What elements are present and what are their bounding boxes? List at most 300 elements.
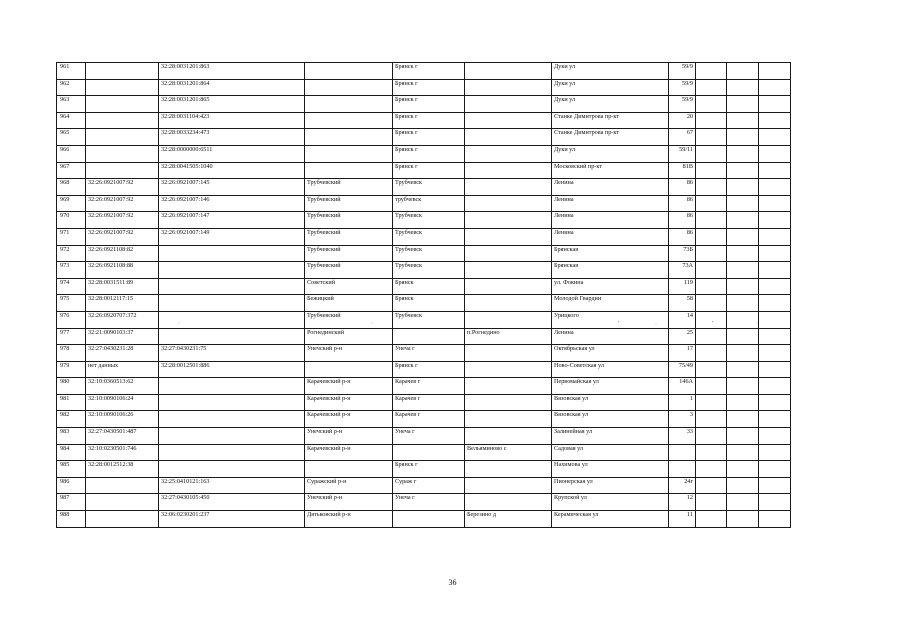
house-cell: 12 (669, 494, 696, 511)
empty-cell (727, 212, 759, 229)
empty-cell (759, 394, 791, 411)
old-cadastral-cell: 32:10:0230501:746 (86, 444, 159, 461)
empty-cell (727, 79, 759, 96)
city-cell: Сураж г (393, 477, 465, 494)
district-cell: Трубчевский (305, 245, 393, 262)
city-cell (393, 444, 465, 461)
table-row (57, 361, 791, 378)
settlement-cell (465, 129, 552, 146)
settlement-cell (465, 411, 552, 428)
row-number-cell: 983 (57, 428, 86, 445)
settlement-cell (465, 461, 552, 478)
street-cell: Молодой Гвардии (552, 295, 669, 312)
empty-cell (696, 262, 727, 279)
empty-cell (696, 428, 727, 445)
empty-cell (759, 511, 791, 528)
table-row (57, 295, 791, 312)
empty-cell (727, 295, 759, 312)
empty-cell (727, 361, 759, 378)
empty-cell (759, 461, 791, 478)
empty-cell (759, 245, 791, 262)
house-cell: 86 (669, 179, 696, 196)
district-cell (305, 96, 393, 113)
city-cell: Трубчевск (393, 245, 465, 262)
empty-cell (727, 278, 759, 295)
old-cadastral-cell: 32:10:0090106:24 (86, 394, 159, 411)
old-cadastral-cell: 32:26:0921108:82 (86, 245, 159, 262)
row-number-cell: 962 (57, 79, 86, 96)
table-row (57, 63, 791, 80)
cadastral-number-cell: 32:25:0410121:163 (159, 477, 305, 494)
cadastral-number-cell (159, 444, 305, 461)
table-row (57, 162, 791, 179)
cadastral-number-cell: 32:28:0031201:865 (159, 96, 305, 113)
district-cell: Трубчевский (305, 311, 393, 328)
settlement-cell (465, 195, 552, 212)
row-number-cell: 982 (57, 411, 86, 428)
table-row (57, 428, 791, 445)
table-row (57, 79, 791, 96)
empty-cell (696, 444, 727, 461)
cadastral-number-cell (159, 461, 305, 478)
empty-cell (759, 212, 791, 229)
house-cell: 11 (669, 511, 696, 528)
street-cell: Дуки ул (552, 145, 669, 162)
table-row (57, 145, 791, 162)
empty-cell (727, 245, 759, 262)
table-row (57, 179, 791, 196)
settlement-cell: Березино д (465, 511, 552, 528)
table-row (57, 311, 791, 328)
empty-cell (696, 228, 727, 245)
settlement-cell (465, 162, 552, 179)
house-cell: 33 (669, 428, 696, 445)
street-cell: Дуки ул (552, 96, 669, 113)
empty-cell (727, 378, 759, 395)
empty-cell (696, 245, 727, 262)
empty-cell (727, 162, 759, 179)
settlement-cell (465, 228, 552, 245)
old-cadastral-cell: 32:26:0921007:92 (86, 195, 159, 212)
district-cell (305, 63, 393, 80)
empty-cell (696, 162, 727, 179)
empty-cell (759, 112, 791, 129)
empty-cell (696, 295, 727, 312)
city-cell: Брянск г (393, 162, 465, 179)
street-cell: Садовая ул (552, 444, 669, 461)
city-cell: Брянск г (393, 112, 465, 129)
cadastral-number-cell (159, 311, 305, 328)
district-cell: Карачевский р-н (305, 444, 393, 461)
empty-cell (727, 311, 759, 328)
empty-cell (759, 228, 791, 245)
house-cell: 17 (669, 345, 696, 362)
old-cadastral-cell (86, 79, 159, 96)
table-row (57, 195, 791, 212)
city-cell: Брянск (393, 278, 465, 295)
city-cell: Трубчевск (393, 212, 465, 229)
street-cell: Брянская (552, 262, 669, 279)
street-cell: Залинейная ул (552, 428, 669, 445)
house-cell: 86 (669, 228, 696, 245)
scan-speck: · (756, 321, 758, 327)
row-number-cell: 963 (57, 96, 86, 113)
empty-cell (759, 311, 791, 328)
old-cadastral-cell: 32:21:0090103:37 (86, 328, 159, 345)
old-cadastral-cell: 32:28:0012512:38 (86, 461, 159, 478)
settlement-cell (465, 378, 552, 395)
cadastral-number-cell (159, 262, 305, 279)
city-cell: Унеча г (393, 345, 465, 362)
city-cell: Брянск г (393, 129, 465, 146)
row-number-cell: 978 (57, 345, 86, 362)
empty-cell (727, 63, 759, 80)
table-row (57, 494, 791, 511)
empty-cell (727, 345, 759, 362)
row-number-cell: 971 (57, 228, 86, 245)
house-cell: 75/49 (669, 361, 696, 378)
district-cell: Карачевский р-н (305, 411, 393, 428)
district-cell: Советский (305, 278, 393, 295)
settlement-cell (465, 361, 552, 378)
house-cell: 146А (669, 378, 696, 395)
empty-cell (759, 378, 791, 395)
street-cell: Нахимова ул (552, 461, 669, 478)
district-cell: Трубчевский (305, 195, 393, 212)
city-cell (393, 511, 465, 528)
district-cell (305, 129, 393, 146)
row-number-cell: 979 (57, 361, 86, 378)
district-cell: Трубчевский (305, 212, 393, 229)
row-number-cell: 986 (57, 477, 86, 494)
empty-cell (727, 461, 759, 478)
house-cell: 59/9 (669, 63, 696, 80)
empty-cell (696, 112, 727, 129)
city-cell: Брянск г (393, 63, 465, 80)
empty-cell (696, 461, 727, 478)
house-cell: 24г (669, 477, 696, 494)
table-row (57, 411, 791, 428)
table-row (57, 461, 791, 478)
house-cell: 3 (669, 411, 696, 428)
settlement-cell (465, 79, 552, 96)
old-cadastral-cell (86, 112, 159, 129)
city-cell: Брянск г (393, 461, 465, 478)
empty-cell (696, 63, 727, 80)
empty-cell (759, 345, 791, 362)
empty-cell (696, 378, 727, 395)
table-row (57, 394, 791, 411)
row-number-cell: 976 (57, 311, 86, 328)
old-cadastral-cell (86, 477, 159, 494)
table-row (57, 278, 791, 295)
settlement-cell (465, 278, 552, 295)
empty-cell (727, 179, 759, 196)
cadastral-number-cell (159, 278, 305, 295)
row-number-cell: 975 (57, 295, 86, 312)
house-cell: 119 (669, 278, 696, 295)
settlement-cell (465, 179, 552, 196)
empty-cell (727, 195, 759, 212)
settlement-cell (465, 245, 552, 262)
row-number-cell: 980 (57, 378, 86, 395)
city-cell: Брянск (393, 295, 465, 312)
table-row (57, 129, 791, 146)
street-cell: Станке Димитрова пр-кт (552, 129, 669, 146)
empty-cell (727, 228, 759, 245)
empty-cell (727, 511, 759, 528)
empty-cell (759, 63, 791, 80)
table-row (57, 328, 791, 345)
city-cell: Карачев г (393, 394, 465, 411)
empty-cell (696, 328, 727, 345)
house-cell: 59/9 (669, 96, 696, 113)
row-number-cell: 968 (57, 179, 86, 196)
table-row (57, 262, 791, 279)
table-row (57, 345, 791, 362)
empty-cell (696, 394, 727, 411)
empty-cell (727, 411, 759, 428)
house-cell: 73А (669, 262, 696, 279)
city-cell (393, 328, 465, 345)
empty-cell (696, 179, 727, 196)
empty-cell (727, 494, 759, 511)
district-cell: Дятьковский р-н (305, 511, 393, 528)
street-cell: Вязовская ул (552, 411, 669, 428)
table-row (57, 477, 791, 494)
empty-cell (696, 311, 727, 328)
settlement-cell (465, 112, 552, 129)
settlement-cell (465, 63, 552, 80)
old-cadastral-cell: 32:26:0921007:92 (86, 228, 159, 245)
street-cell: Ленина (552, 195, 669, 212)
street-cell: Октябрьская ул (552, 345, 669, 362)
empty-cell (759, 262, 791, 279)
empty-cell (759, 361, 791, 378)
street-cell: Ленина (552, 228, 669, 245)
district-cell: Трубчевский (305, 179, 393, 196)
district-cell: Унечский р-н (305, 494, 393, 511)
table-row (57, 212, 791, 229)
empty-cell (727, 444, 759, 461)
empty-cell (696, 511, 727, 528)
settlement-cell (465, 145, 552, 162)
scan-speck: · (178, 321, 180, 327)
empty-cell (727, 262, 759, 279)
street-cell: Московский пр-кт (552, 162, 669, 179)
house-cell: 67 (669, 129, 696, 146)
row-number-cell: 974 (57, 278, 86, 295)
district-cell (305, 361, 393, 378)
table-row (57, 245, 791, 262)
cadastral-number-cell (159, 245, 305, 262)
city-cell: Трубчевск (393, 262, 465, 279)
cadastral-number-cell (159, 328, 305, 345)
row-number-cell: 969 (57, 195, 86, 212)
old-cadastral-cell: 32:28:0012117:15 (86, 295, 159, 312)
empty-cell (727, 428, 759, 445)
city-cell: Брянск г (393, 361, 465, 378)
empty-cell (696, 145, 727, 162)
district-cell: Карачевский р-н (305, 394, 393, 411)
empty-cell (696, 411, 727, 428)
settlement-cell: Вельяминово с (465, 444, 552, 461)
empty-cell (727, 96, 759, 113)
cadastral-number-cell: 32:26:0921007:146 (159, 195, 305, 212)
city-cell: Трубчевск (393, 228, 465, 245)
district-cell: Трубчевский (305, 262, 393, 279)
district-cell: Карачевский р-н (305, 378, 393, 395)
street-cell: Дуки ул (552, 63, 669, 80)
city-cell: Брянск г (393, 96, 465, 113)
settlement-cell (465, 428, 552, 445)
old-cadastral-cell: 32:26:0921007:92 (86, 179, 159, 196)
cadastral-number-cell: 32:28:0000000:6511 (159, 145, 305, 162)
scan-speck: · (655, 322, 657, 328)
empty-cell (727, 145, 759, 162)
page-number: 36 (448, 578, 457, 587)
empty-cell (696, 278, 727, 295)
old-cadastral-cell: 32:10:0090106:26 (86, 411, 159, 428)
street-cell: Брянская (552, 245, 669, 262)
city-cell: Брянск г (393, 145, 465, 162)
street-cell: Крупской ул (552, 494, 669, 511)
cadastral-number-cell (159, 411, 305, 428)
district-cell (305, 79, 393, 96)
cadastral-number-cell: 32:27:0430231:75 (159, 345, 305, 362)
district-cell: Суражский р-н (305, 477, 393, 494)
empty-cell (759, 444, 791, 461)
empty-cell (759, 428, 791, 445)
city-cell: Трубчевск (393, 311, 465, 328)
table-row (57, 378, 791, 395)
row-number-cell: 984 (57, 444, 86, 461)
cadastral-number-cell (159, 394, 305, 411)
house-cell: 86 (669, 212, 696, 229)
row-number-cell: 965 (57, 129, 86, 146)
cadastral-number-cell: 32:28:0033234:473 (159, 129, 305, 146)
cadastral-number-cell: 32:28:0031201:864 (159, 79, 305, 96)
old-cadastral-cell: 32:26:0921007:92 (86, 212, 159, 229)
street-cell: Урицкого (552, 311, 669, 328)
old-cadastral-cell: 32:10:0360513:62 (86, 378, 159, 395)
district-cell: Бежицкий (305, 295, 393, 312)
house-cell: 59/9 (669, 79, 696, 96)
register-table (56, 62, 791, 528)
settlement-cell (465, 96, 552, 113)
old-cadastral-cell: 32:27:0430231:28 (86, 345, 159, 362)
empty-cell (759, 129, 791, 146)
empty-cell (727, 129, 759, 146)
city-cell: Унеча г (393, 428, 465, 445)
old-cadastral-cell (86, 511, 159, 528)
scan-speck: · (371, 321, 373, 327)
empty-cell (759, 79, 791, 96)
house-cell: 86 (669, 195, 696, 212)
scan-speck: ' (712, 321, 714, 327)
empty-cell (696, 79, 727, 96)
empty-cell (696, 96, 727, 113)
row-number-cell: 967 (57, 162, 86, 179)
old-cadastral-cell: 32:26:0920707:372 (86, 311, 159, 328)
empty-cell (727, 112, 759, 129)
empty-cell (696, 129, 727, 146)
house-cell: 81В (669, 162, 696, 179)
cadastral-number-cell (159, 378, 305, 395)
street-cell: Ленина (552, 179, 669, 196)
cadastral-number-cell: 32:26:0921007:145 (159, 179, 305, 196)
empty-cell (759, 295, 791, 312)
old-cadastral-cell: нет данных (86, 361, 159, 378)
row-number-cell: 964 (57, 112, 86, 129)
empty-cell (759, 328, 791, 345)
empty-cell (696, 212, 727, 229)
house-cell: 59/11 (669, 145, 696, 162)
old-cadastral-cell: 32:28:0031511:89 (86, 278, 159, 295)
empty-cell (759, 195, 791, 212)
scan-speck: ' (618, 321, 620, 327)
row-number-cell: 988 (57, 511, 86, 528)
empty-cell (759, 162, 791, 179)
district-cell: Унечский р-н (305, 345, 393, 362)
old-cadastral-cell: 32:27:0430501:487 (86, 428, 159, 445)
house-cell: 14 (669, 311, 696, 328)
street-cell: Станке Димитрова пр-кт (552, 112, 669, 129)
cadastral-number-cell: 32:27:0430105:450 (159, 494, 305, 511)
cadastral-number-cell: 32:06:0230201:237 (159, 511, 305, 528)
empty-cell (759, 411, 791, 428)
city-cell: Унеча г (393, 494, 465, 511)
empty-cell (759, 179, 791, 196)
street-cell: Ново-Советская ул (552, 361, 669, 378)
district-cell (305, 145, 393, 162)
cadastral-number-cell (159, 295, 305, 312)
empty-cell (696, 477, 727, 494)
house-cell: 58 (669, 295, 696, 312)
empty-cell (759, 278, 791, 295)
empty-cell (696, 361, 727, 378)
settlement-cell: п.Рогнедино (465, 328, 552, 345)
street-cell: Дуки ул (552, 79, 669, 96)
city-cell: трубчевск (393, 195, 465, 212)
empty-cell (727, 477, 759, 494)
house-cell: 20 (669, 112, 696, 129)
row-number-cell: 961 (57, 63, 86, 80)
street-cell: Ленина (552, 212, 669, 229)
empty-cell (759, 477, 791, 494)
empty-cell (727, 394, 759, 411)
old-cadastral-cell (86, 145, 159, 162)
row-number-cell: 977 (57, 328, 86, 345)
house-cell (669, 444, 696, 461)
street-cell: Вязовская ул (552, 394, 669, 411)
street-cell: Керамическая ул (552, 511, 669, 528)
old-cadastral-cell (86, 96, 159, 113)
row-number-cell: 973 (57, 262, 86, 279)
city-cell: Брянск г (393, 79, 465, 96)
city-cell: Трубчевск (393, 179, 465, 196)
old-cadastral-cell: 32:26:0921108:88 (86, 262, 159, 279)
register-rows (57, 63, 791, 528)
cadastral-number-cell: 32:28:0031104:423 (159, 112, 305, 129)
cadastral-number-cell: 32:28:0041505:1040 (159, 162, 305, 179)
cadastral-number-cell: 32:28:0031201:863 (159, 63, 305, 80)
cadastral-number-cell: 32:26:0921007:149 (159, 228, 305, 245)
district-cell (305, 112, 393, 129)
table-row (57, 228, 791, 245)
street-cell: Пионерская ул (552, 477, 669, 494)
street-cell: ул. Фокина (552, 278, 669, 295)
